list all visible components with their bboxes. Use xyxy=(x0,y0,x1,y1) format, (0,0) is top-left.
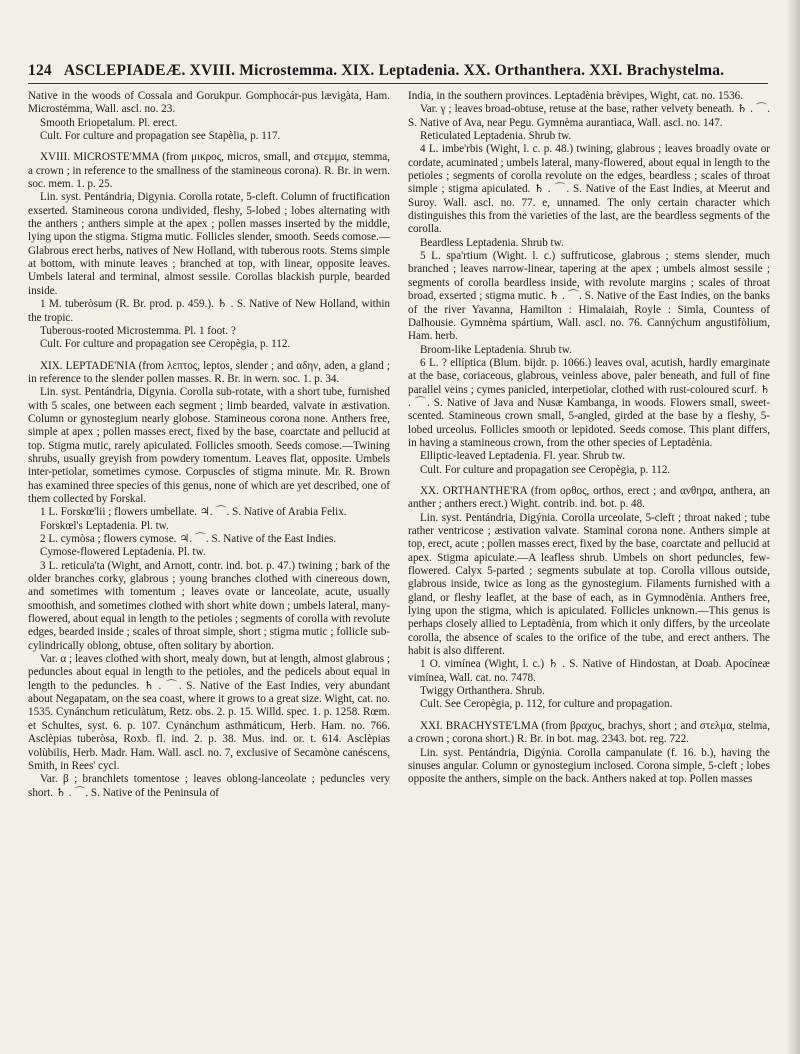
text-paragraph: Cymose-flowered Leptadenia. Pl. tw. xyxy=(40,546,206,559)
text-paragraph: Lin. syst. Pentándria, Digýnia. Corolla urceolate, 5-cleft ; throat naked ; tube rather ventricose ; æstivation valvate. Staminal corona none. Anthers simple at top, erect, acute ; pollen masses erect, fixed by the base, coarctate and pellucid at apex. Stigma apiculate.—A leafless shrub. Umbels on short peduncles, few-flowered. Calyx 5-parted ; segments subulate at top. Corolla villous outside, glabrous inside, twice as long as the gynostegium. Filaments furnished with a gland, or fleshy leaflet, at the base of each, as in Gymnodènia. Anthers free, lying upon the stigma, which is apiculated. Follicles unknown.—This genus is perhaps closely allied to Leptadènia, from which it only differs, by the urceolate corolla, the absence of scales to the orifice of the tube, and erect anthers. The habit is also different. xyxy=(408,511,770,658)
text-paragraph: Lin. syst. Pentándria, Digynia. Corolla rotate, 5-cleft. Column of fructification exserted. Stamineous corona undivided, fleshy, 5-lobed ; lobes alternating with the anthers ; anthers simple at the apex ; pollen masses inserted by the middle, lying upon the stigma. Stigma mutic. Follicles slender, smooth. Seeds comose.—Glabrous erect herbs, natives of New Holland, with tuberous roots. Stems simple at bottom, with minute leaves ; branched at top, with linear, opposite leaves. Umbels lateral and terminal, almost sessile. Corollas blackish purple, bearded inside. xyxy=(28,191,390,297)
text-paragraph: Forskœl's Leptadenia. Pl. tw. xyxy=(40,519,169,532)
text-paragraph: Var. α ; leaves clothed with short, mealy down, but at length, almost glabrous ; peduncles about equal in length to the petioles, and the pedicels about equal in length to the peduncles. ♄ . ⌒. S. Native of the East Indies, very abundant about Negapatam, on the sea coast, where it grows to a great size. Wight, cat. no. 1535. Cynánchum reticulàtum, Retz. obs. 2. p. 15. Willd. spec. 1. p. 1258. Rœm. et Schultes, syst. 6. p. 107. Cynánchum asthmáticum, Herb. Ham. no. 766. Asclèpias tuberòsa, Roxb. fl. ind. 2. p. 38. Mus. ind. or. t. 614. Asclèpias volùbilis, Herb. Madr. Ham. Wall. ascl. no. 7, exclusive of Secamòne canéscens, Smith, in Rees' cycl. xyxy=(28,653,390,772)
text-paragraph: Tuberous-rooted Microstemma. Pl. 1 foot. ? xyxy=(40,324,236,337)
text-paragraph: Cult. For culture and propagation see Ceropègia, p. 112. xyxy=(40,338,291,351)
text-paragraph: Var. β ; branchlets tomentose ; leaves oblong-lanceolate ; peduncles very short. ♄ . ⌒. S. Native of the Peninsula of xyxy=(28,773,390,799)
text-paragraph: Cult. For culture and propagation see Stapèlia, p. 117. xyxy=(40,130,281,143)
text-paragraph: Broom-like Leptadenia. Shrub tw. xyxy=(420,343,572,356)
text-paragraph: India, in the southern provinces. Leptadènia brèvipes, Wight, cat. no. 1536. xyxy=(408,90,744,102)
text-paragraph: Reticulated Leptadenia. Shrub tw. xyxy=(420,130,572,143)
header-rule xyxy=(28,83,768,84)
left-column xyxy=(28,90,390,1050)
text-paragraph: 1 O. vimínea (Wight, l. c.) ♄ . S. Native of Hindostan, at Doab. Apocíneæ vimínea, Wall. cat. no. 7478. xyxy=(408,658,770,684)
text-paragraph: 3 L. reticula'ta (Wight, and Arnott, contr. ind. bot. p. 47.) twining ; bark of the older branches corky, glabrous ; young branches clothed with cinereous down, and sometimes with tomentum ; leaves ovate or lanceolate, acute, usually smoothish, and sometimes clothed with short white down ; umbels lateral, many-flowered, about equal in length to the petioles ; segments of corolla with revolute edges, bearded inside ; scales of throat simple, short ; stigma mutic ; follicle sub-cylindrically oblong, obtuse, often solitary by abortion. xyxy=(28,559,390,652)
text-paragraph: Native in the woods of Cossala and Gorukpur. Gomphocár-pus lævigàta, Ham. Microstémma, Wall. ascl. no. 23. xyxy=(28,90,390,116)
page-number: 124 xyxy=(28,62,52,79)
text-paragraph: Cult. For culture and propagation see Ceropègia, p. 112. xyxy=(420,463,671,476)
text-paragraph: Smooth Eriopetalum. Pl. erect. xyxy=(40,116,178,129)
text-paragraph: Elliptic-leaved Leptadenia. Fl. year. Shrub tw. xyxy=(420,450,626,463)
text-paragraph: 1 L. Forskœ'lii ; flowers umbellate. ♃. ⌒. S. Native of Arabia Felix. xyxy=(40,506,347,519)
text-paragraph: XX. ORTHANTHE'RA (from ορθος, orthos, erect ; and ανθηρα, anthera, an anther ; anthers erect.) Wight. contrib. ind. bot. p. 48. xyxy=(408,484,770,511)
text-paragraph: XXI. BRACHYSTE'LMA (from βραχυς, brachys, short ; and στελμα, stelma, a crown ; corona short.) R. Br. in bot. mag. 2343. bot. reg. 722. xyxy=(408,719,770,746)
text-paragraph: 2 L. cymòsa ; flowers cymose. ♃. ⌒. S. Native of the East Indies. xyxy=(40,533,337,545)
running-header xyxy=(28,62,788,80)
text-paragraph: Lin. syst. Pentándria, Digynia. Corolla sub-rotate, with a short tube, furnished with 5 scales, one between each segment ; limb bearded, valvate in æstivation. Column or gynostegium nearly globose. Stamineous corona none. Anthers free, simple at apex ; pollen masses erect, fixed by the base, coarctate and pellucid at top. Stigma mutic, rarely apiculated. Follicles smooth. Seeds comose.—Twining shrubs, usually greyish from powdery tomentum. Leaves flat, opposite. Umbels inter-petiolar, sometimes cymose. Corpuscles of stigma minute. Mr. R. Brown has examined three species of this genus, none of which are yet described, one of them collected by Forskal. xyxy=(28,386,390,505)
text-paragraph: Cult. See Ceropègia, p. 112, for culture and propagation. xyxy=(420,698,673,711)
text-paragraph: Twiggy Orthanthera. Shrub. xyxy=(420,685,545,698)
text-paragraph: Beardless Leptadenia. Shrub tw. xyxy=(420,236,564,249)
text-paragraph: 4 L. imbe'rbis (Wight, l. c. p. 48.) twining, glabrous ; leaves broadly ovate or cordate, acuminated ; umbels lateral, many-flowered, about equal in length to the petioles ; segments of corolla revolute on the edges, beardless ; scales of throat simple ; stigma apiculated. ♄ . ⌒. S. Native of the East Indies, at Meerut and Suroy. Wall. ascl. no. 77. e, unnamed. The only certain character which distinguishes this from the varieties of the last, are the beardless segments of the corolla. xyxy=(408,143,770,236)
text-paragraph: XIX. LEPTADE'NIA (from λεπτος, leptos, slender ; and αδην, aden, a gland ; in reference to the slender pollen masses. R. Br. in wern. soc. 1. p. 34. xyxy=(28,359,390,385)
right-column xyxy=(408,90,770,1050)
page-edge-shadow xyxy=(786,0,800,1054)
text-paragraph: 1 M. tuberòsum (R. Br. prod. p. 459.). ♄ . S. Native of New Holland, within the tropic. xyxy=(28,298,390,324)
text-paragraph: 5 L. spa'rtium (Wight. l. c.) suffruticose, glabrous ; stems slender, much branched ; leaves narrow-linear, tapering at the apex ; umbels almost sessile ; segments of corolla beardless inside, with revolute margins ; scales of throat broad, exserted ; stigma mutic. ♄ . ⌒. S. Native of the East Indies, on the banks of the river Yavanna, Hamilton : Himalaiah, Royle : Simla, Countess of Dalhousie. Gymnèma spártium, Wall. ascl. no. 76. Cannýchum angustifòlium, Ham. herb. xyxy=(408,250,770,343)
text-paragraph: Var. γ ; leaves broad-obtuse, retuse at the base, rather velvety beneath. ♄ . ⌒. S. Native of Ava, near Pegu. Gymnèma aurantìaca, Wall. ascl. no. 147. xyxy=(408,103,770,129)
text-paragraph: Lin. syst. Pentándria, Digýnia. Corolla campanulate (f. 16. b.), having the sinuses angular. Column or gynostegium inclosed. Corona simple, 5-cleft ; lobes opposite the anthers, simple on the back. Anthers naked at top. Pollen masses xyxy=(408,746,770,786)
text-paragraph: XVIII. MICROSTE'MMA (from μικρος, micros, small, and στεμμα, stemma, a crown ; in reference to the smallness of the stamineous corona). R. Br. in wern. soc. mem. 1. p. 25. xyxy=(28,151,390,191)
running-title: ASCLEPIADEÆ. XVIII. Microstemma. XIX. Leptadenia. XX. Orthanthera. XXI. Brachystelma. xyxy=(63,62,725,79)
text-paragraph: 6 L. ? ellíptica (Blum. bijdr. p. 1066.) leaves oval, acutish, hardly emarginate at the base, coriaceous, glabrous, veinless above, paler beneath, and full of fine parallel veins ; cymes panicled, interpetiolar, clothed with rust-coloured scurf. ♄ . ⌒. S. Native of Java and Nusæ Kambanga, in woods. Flowers small, sweet-scented. Stamineous crown small, 5-angled, girded at the base by a fleshy, 5-lobed urceolus. Follicles smooth or lepidoted. Seeds comose. This plant differs, in having a stamineous crown, from the other species of Leptadènia. xyxy=(408,356,770,449)
